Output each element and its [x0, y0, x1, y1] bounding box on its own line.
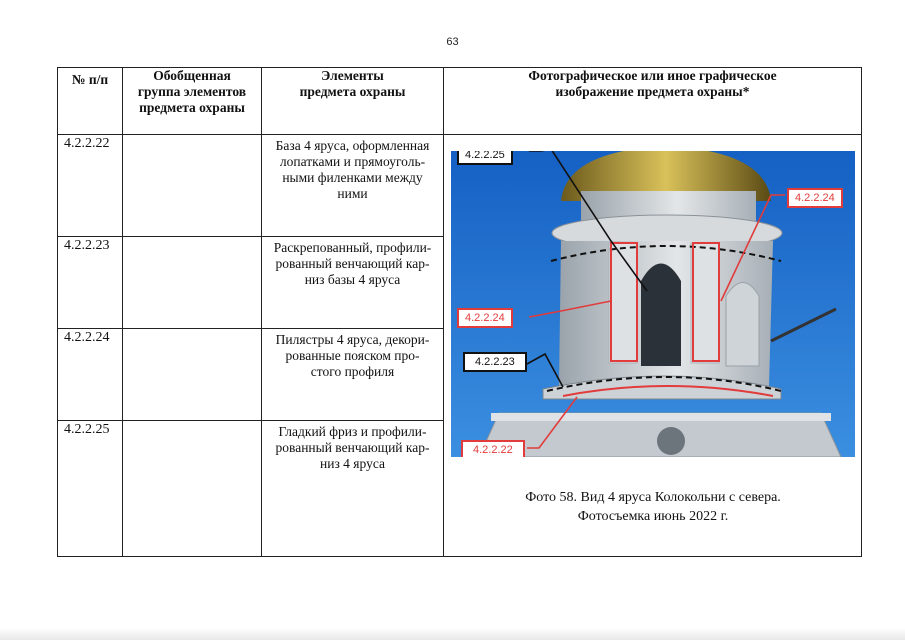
row-num-4: 4.2.2.25 — [64, 422, 110, 437]
row-desc-2: Раскрепованный, профили- рованный венчающий кар- низ базы 4 яруса — [273, 240, 432, 287]
header-elements: Элементы предмета охраны — [299, 68, 406, 99]
label-4-2-2-24-left: 4.2.2.24 — [457, 308, 513, 328]
row-desc-1: База 4 яруса, оформленная лопатками и прямоуголь- ными филенками между ними — [275, 138, 430, 201]
label-4-2-2-23: 4.2.2.23 — [463, 352, 527, 372]
row-desc-3: Пилястры 4 яруса, декори- рованные пояском про- стого профиля — [275, 332, 430, 379]
label-4-2-2-25: 4.2.2.25 — [457, 151, 513, 165]
header-num: № п/п — [71, 72, 109, 87]
row-num-1: 4.2.2.22 — [64, 136, 110, 151]
row-num-3: 4.2.2.24 — [64, 330, 110, 345]
header-image: Фотографическое или иное графическое изображение предмета охраны* — [528, 68, 777, 99]
label-4-2-2-24-right: 4.2.2.24 — [787, 188, 843, 208]
bell-tower-photo — [451, 151, 855, 457]
header-group: Обобщенная группа элементов предмета охраны — [137, 68, 247, 115]
page-bottom-edge — [0, 628, 905, 640]
photo-caption: Фото 58. Вид 4 яруса Колокольни с севера. Фотосъемка июнь 2022 г. — [525, 490, 781, 524]
row-num-2: 4.2.2.23 — [64, 238, 110, 253]
label-4-2-2-22: 4.2.2.22 — [461, 440, 525, 457]
page-number: 63 — [446, 36, 459, 48]
row-desc-4: Гладкий фриз и профили- рованный венчающий кар- низ 4 яруса — [275, 424, 430, 471]
